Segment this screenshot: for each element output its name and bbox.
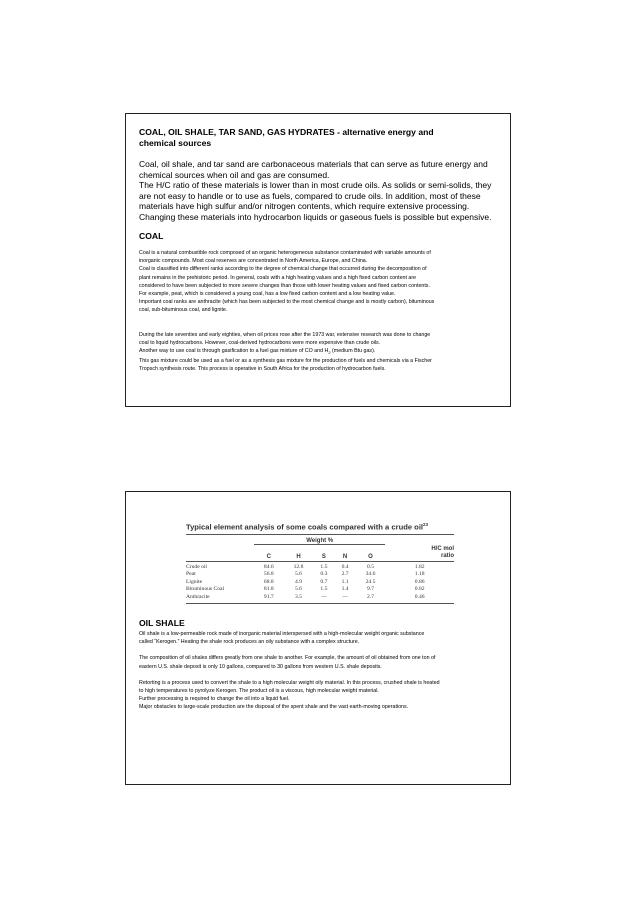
title-line-1: COAL, OIL SHALE, TAR SAND, GAS HYDRATES - alternative energy and — [139, 127, 434, 137]
cell-value: 1.1 — [341, 578, 349, 585]
table-caption-ref: 23 — [423, 522, 429, 527]
cell-value: 81.8 — [263, 586, 274, 593]
oil-shale-line: eastern U.S. shale deposit is only 10 gallons, compared to 30 gallons from western U.S. shale deposits. — [139, 663, 382, 670]
table-caption — [186, 522, 454, 532]
intro-paragraph — [139, 159, 500, 222]
coal-heading: COAL — [139, 231, 164, 241]
oil-shale-line: Major obstacles to large-scale production are the disposal of the spent shale and the vast earth-moving operations. — [139, 704, 409, 711]
coal-line: During the late seventies and early eighties, when oil prices rose after the 1973 war, extensive research was done to change — [139, 331, 431, 338]
col-header-o: O — [356, 544, 386, 562]
cell-value: — — [321, 593, 327, 600]
coal-line: inorganic compounds. Most coal reserves are concentrated in North America, Europe, and China. — [139, 258, 368, 265]
cell-value: 0.86 — [414, 578, 425, 585]
cell-value: 1.18 — [414, 571, 425, 578]
element-analysis-table-block — [186, 522, 454, 604]
cell-value: 68.8 — [263, 578, 274, 585]
cell-value: 24.5 — [365, 578, 376, 585]
cell-value: 84.6 — [263, 563, 274, 570]
cell-value: 4.9 — [294, 578, 302, 585]
cell-value: — — [342, 593, 348, 600]
cell-value: 1.5 — [320, 586, 328, 593]
weight-percent-header: Weight % — [254, 535, 385, 545]
table-header-blank — [385, 535, 454, 545]
cell-value: 56.8 — [263, 571, 274, 578]
cell-value: 5.6 — [294, 586, 302, 593]
oil-shale-paragraph-1 — [139, 630, 500, 646]
col-header-c: C — [254, 544, 284, 562]
oil-shale-paragraph-3 — [139, 679, 500, 712]
coal-line: Tropsch synthesis route. This process is operative in South Africa for the production of hydrocarbon fuels. — [139, 366, 386, 373]
cell-value: 3.5 — [294, 593, 302, 600]
intro-line: are not easy to handle or to use as fuels, compared to crude oils. In addition, most of these — [139, 190, 481, 201]
coal-line: This gas mixture could be used as a fuel or as a synthesis gas mixture for the production of fuels and chemicals via a Fischer — [139, 358, 432, 365]
coal-line-text: Another way to use coal is through gasification to a fuel gas mixture of CO and H — [139, 348, 329, 355]
coal-line: For example, peat, which is considered a young coal, has a low fixed carbon content and a low heating value. — [139, 291, 396, 298]
oil-shale-line: Further processing is required to change the oil into a liquid fuel. — [139, 696, 290, 703]
oil-shale-paragraph-2 — [139, 654, 500, 670]
row-label: Peat — [186, 571, 196, 578]
table-caption-text: Typical element analysis of some coals compared with a crude oil — [186, 522, 424, 532]
cell-value: 91.7 — [263, 593, 274, 600]
col-header-n: N — [335, 544, 356, 562]
intro-line: The H/C ratio of these materials is lower than in most crude oils. As solids or semi-solids, they — [139, 180, 492, 190]
intro-line: Coal, oil shale, and tar sand are carbonaceous materials that can serve as future energy and — [139, 159, 488, 169]
oil-shale-line: to high temperatures to pyrolyze Kerogen. The product oil is a viscous, high molecular weight material. — [139, 688, 379, 695]
slide-oil-shale — [125, 491, 511, 785]
cell-value: 0.5 — [367, 563, 375, 570]
cell-value: 12.8 — [293, 563, 304, 570]
coal-paragraph-2 — [139, 331, 500, 374]
cell-value: 1.5 — [320, 563, 328, 570]
table-row — [186, 564, 454, 572]
row-label: Crude oil — [186, 563, 207, 570]
cell-value: 0.82 — [414, 586, 425, 593]
coal-line-gasification — [139, 347, 500, 357]
coal-line: coal to liquid hydrocarbons. However, coal-derived hydrocarbons were more expensive than crude oils. — [139, 339, 381, 346]
intro-line: Changing these materials into hydrocarbon liquids or gaseous fuels is possible but expensive. — [139, 211, 492, 222]
oil-shale-line: Retorting is a process used to convert the shale to a high molecular weight oily material. In this process, crushed shale is heated — [139, 679, 440, 686]
table-header-blank — [186, 535, 254, 545]
oil-shale-line: Oil shale is a low-permeable rock made of inorganic material interspersed with a high-molecular weight organic substance — [139, 631, 425, 637]
table-group-header-row — [186, 535, 454, 545]
cell-value: 0.3 — [320, 571, 328, 578]
oil-shale-heading: OIL SHALE — [139, 618, 185, 628]
slide-1-content — [139, 127, 500, 374]
ratio-header-line-1: H/C mol — [431, 546, 454, 553]
oil-shale-line: The composition of oil shales differs greatly from one shale to another. For example, the amount of oil obtained from one ton of — [139, 655, 436, 662]
table-row — [186, 594, 454, 602]
cell-value: 0.4 — [341, 563, 349, 570]
coal-line: considered to have been subjected to more severe changes than those with lower heating values and fixed carbon contents. — [139, 282, 430, 289]
cell-value: 2.7 — [367, 593, 375, 600]
row-label: Lignite — [186, 578, 203, 585]
cell-value: 34.6 — [365, 571, 376, 578]
oil-shale-line: called “Kerogen.” Heating the shale rock produces an oily substance with a complex structure. — [139, 639, 360, 646]
ratio-header-line-2: ratio — [440, 553, 454, 560]
cell-value: 0.7 — [320, 578, 328, 585]
cell-value: 0.46 — [414, 593, 425, 600]
cell-value: 5.6 — [294, 571, 302, 578]
col-header-s: S — [313, 544, 334, 562]
slide-2-content — [139, 618, 500, 712]
element-analysis-table — [186, 534, 454, 604]
coal-line-text: (medium Btu gas). — [330, 348, 376, 355]
coal-line: Coal is classified into different ranks according to the degree of chemical change that occurred during the decomposition of — [139, 266, 427, 273]
table-bottom-rule — [186, 602, 454, 604]
table-row — [186, 586, 454, 594]
table-column-header-row — [186, 544, 454, 562]
cell-value: 2.7 — [341, 571, 349, 578]
cell-value: 1.82 — [414, 563, 425, 570]
row-label: Bituminous Coal — [186, 586, 225, 593]
slide-coal — [125, 113, 511, 407]
coal-line: plant remains in the prehistoric period. In general, coals with a high heating values and a high fixed carbon content are — [139, 274, 417, 281]
row-label: Anthracite — [186, 593, 210, 600]
col-header-h: H — [284, 544, 314, 562]
coal-line: coal, sub-bituminous coal, and lignite. — [139, 307, 228, 314]
col-header-hc-ratio — [385, 544, 454, 562]
title-line-2: chemical sources — [139, 138, 212, 148]
table-row — [186, 571, 454, 579]
h2-subscript: 2 — [328, 350, 331, 356]
cell-value: 1.4 — [341, 586, 349, 593]
coal-line: Coal is a natural combustible rock composed of an organic heterogeneous substance contaminated with variable amounts of — [139, 250, 431, 256]
coal-line: Important coal ranks are anthracite (which has been subjected to the most chemical change and is mostly carbon), bituminous — [139, 299, 435, 306]
intro-line: materials have high sulfur and/or nitrogen contents, which require extensive processing. — [139, 201, 470, 211]
slide-1-title — [139, 127, 500, 149]
cell-value: 9.7 — [367, 586, 375, 593]
intro-line: chemical sources when oil and gas are consumed. — [139, 169, 330, 180]
table-header-blank — [186, 544, 254, 562]
table-row — [186, 579, 454, 587]
coal-paragraph-1 — [139, 249, 500, 315]
